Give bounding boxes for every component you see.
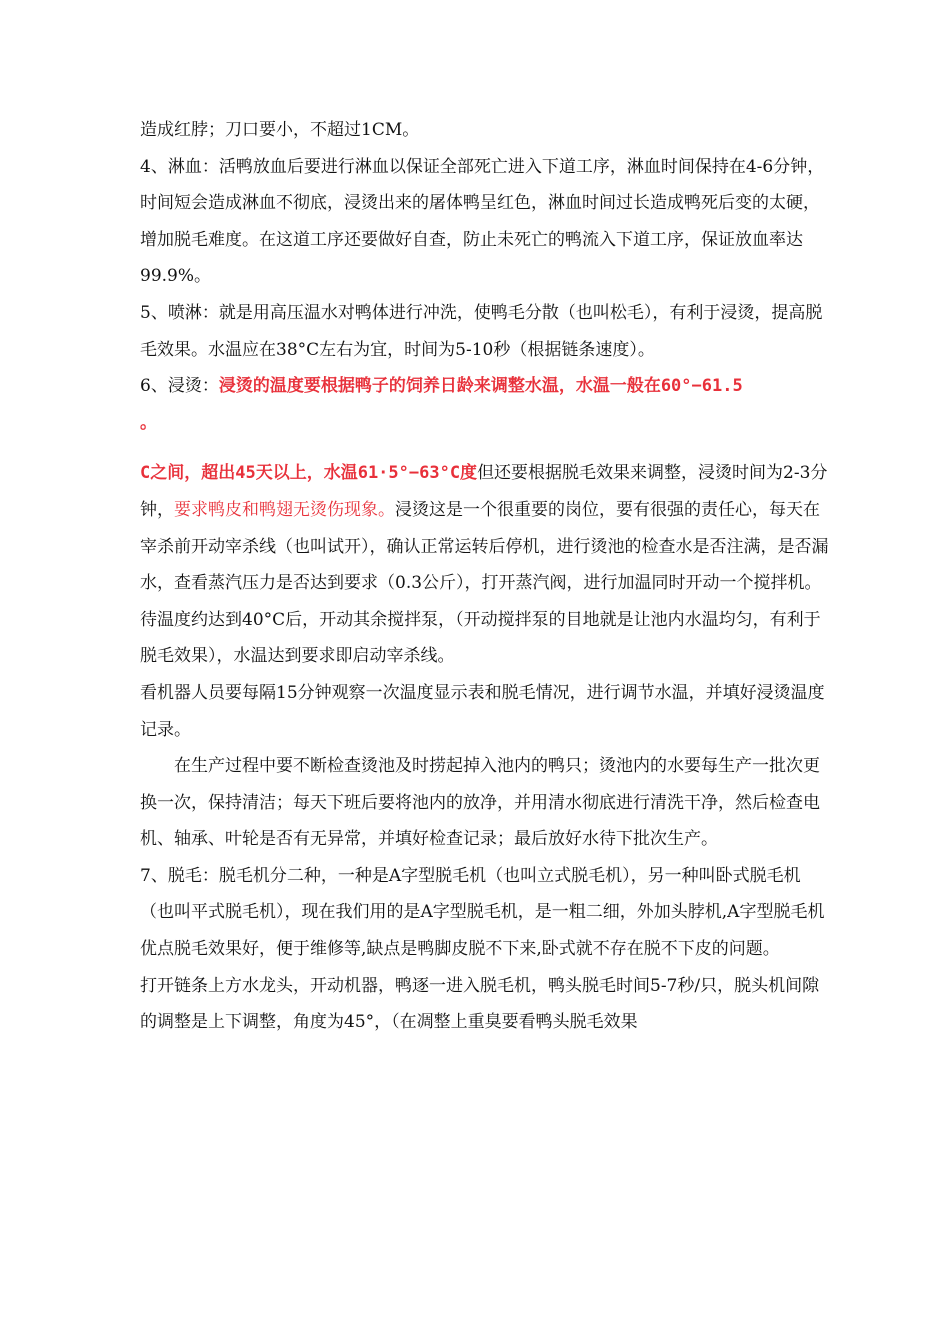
- paragraph-step-6-body: [140, 455, 830, 675]
- paragraph-step-5: 5、喷淋：就是用高压温水对鸭体进行冲洗，使鸭毛分散（也叫松毛），有利于浸烫，提高脱毛效果。水温应在38°C左右为宜，时间为5-10秒（根据链条速度）。: [140, 302, 823, 360]
- step-6-requirement-highlight: 要求鸭皮和鸭翅无烫伤现象。: [174, 499, 395, 520]
- step-6-label: 6、浸烫：: [140, 376, 219, 397]
- paragraph-monitoring: 看机器人员要每隔15分钟观察一次温度显示表和脱毛情况，进行调节水温，并填好浸烫温度记录。: [140, 682, 825, 740]
- document-body: [140, 112, 830, 1041]
- step-6-temp-highlight: C之间，超出45天以上，水温61·5°−63°C度: [140, 463, 478, 484]
- step-6-highlight: 浸烫的温度要根据鸭子的饲养日龄来调整水温，水温一般在60°−61.5: [218, 376, 743, 397]
- paragraph-step-6-heading: [140, 368, 830, 441]
- step-6-tail: 。: [140, 412, 157, 433]
- step-6-text-b: 浸烫这是一个很重要的岗位，要有很强的责任心，每天在宰杀前开动宰杀线（也叫试开），确认正常运转后停机，进行烫池的检查水是否注满，是否漏水，查看蒸汽压力是否达到要求（0.3公斤），打开蒸汽阀，进行加温同时开动一个搅拌机。待温度约达到40°C后，开动其余搅拌泵，（开动搅拌泵的目地就是让池内水温均匀，有利于脱毛效果），水温达到要求即启动宰杀线。: [140, 499, 829, 667]
- step-6-text-a: 但还要根据脱毛效果来调整，浸烫时间为2-3分钟，: [140, 463, 828, 520]
- paragraph-step-7: 7、脱毛：脱毛机分二种，一种是A字型脱毛机（也叫立式脱毛机），另一种叫卧式脱毛机（也叫平式脱毛机），现在我们用的是A字型脱毛机，是一粗二细，外加头脖机,A字型脱毛机优点脱毛效果好，便于维修等,缺点是鸭脚皮脱不下来,卧式就不存在脱不下皮的问题。: [140, 865, 825, 960]
- paragraph-step-7-operation: 打开链条上方水龙头，开动机器，鸭逐一进入脱毛机，鸭头脱毛时间5-7秒/只，脱头机间隙的调整是上下调整，角度为45°，（在凋整上重臭要看鸭头脱毛效果: [140, 975, 820, 1033]
- paragraph-intro: 造成红脖；刀口要小，不超过1CM。: [140, 120, 420, 140]
- paragraph-maintenance: 在生产过程中要不断检查烫池及时捞起掉入池内的鸭只；烫池内的水要每生产一批次更换一次，保持清洁；每天下班后要将池内的放净，并用清水彻底进行清洗干净，然后检查电机、轴承、叶轮是否有无异常，并填好检查记录；最后放好水待下批次生产。: [140, 756, 820, 850]
- paragraph-step-4: 4、淋血：活鸭放血后要进行淋血以保证全部死亡进入下道工序，淋血时间保持在4-6分钟，时间短会造成淋血不彻底，浸烫出来的屠体鸭呈红色，淋血时间过长造成鸭死后变的太硬，增加脱毛难度。在这道工序还要做好自查，防止未死亡的鸭流入下道工序，保证放血率达99.9%。: [140, 156, 825, 287]
